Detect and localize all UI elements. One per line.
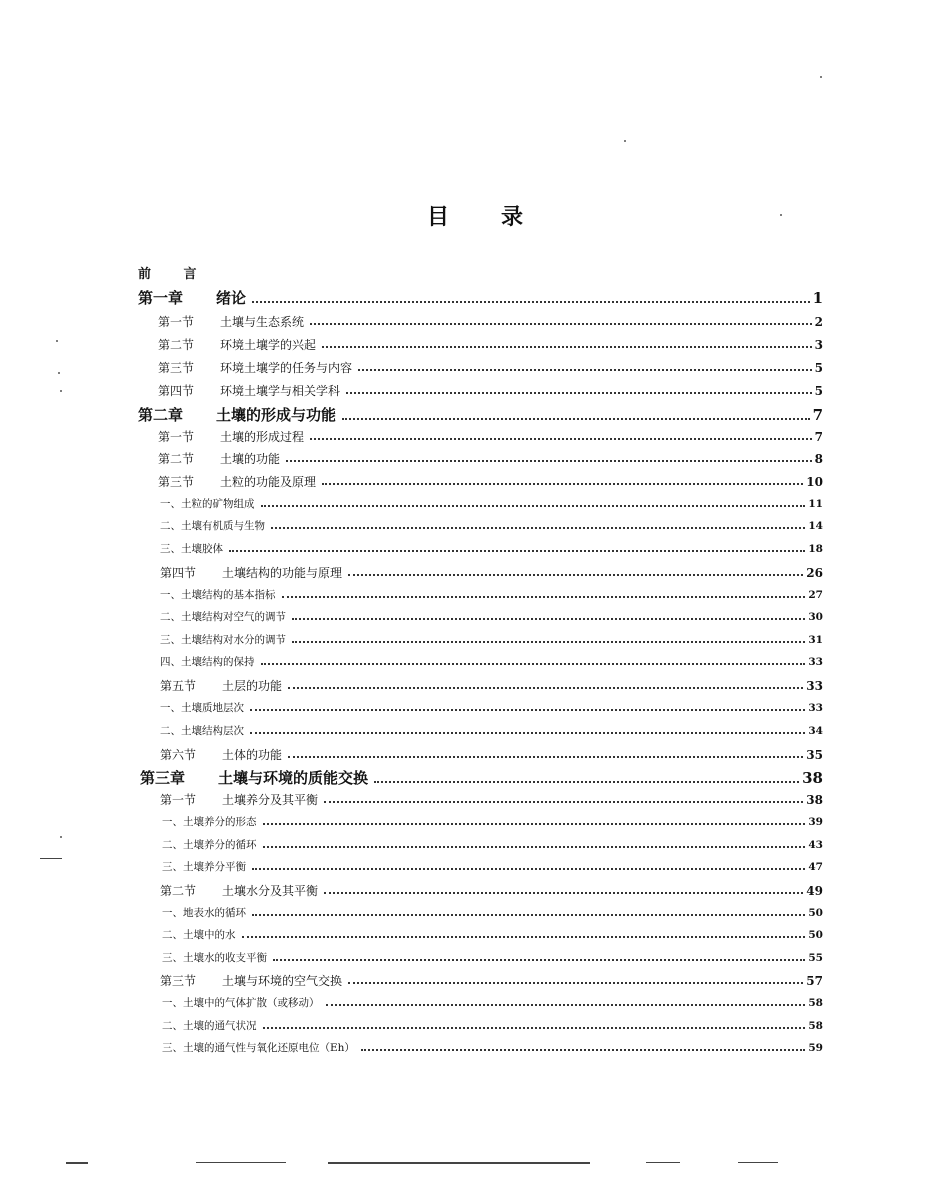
toc-entry-number: 第一节 (158, 430, 195, 444)
dot-leader (261, 663, 806, 665)
toc-entry (162, 862, 823, 873)
dot-leader (288, 756, 803, 758)
toc-entry-title: 土体的功能 (222, 748, 283, 762)
dot-leader (252, 914, 805, 916)
scan-artifact (328, 1162, 590, 1164)
toc-entry-number: 第四节 (160, 566, 197, 580)
toc-entry-page: 43 (808, 839, 823, 851)
toc-entry-page: 14 (808, 520, 823, 532)
toc-entry (158, 453, 823, 465)
toc-entry-page: 38 (806, 793, 823, 807)
scan-artifact (738, 1162, 778, 1163)
toc-entry-page: 33 (806, 679, 823, 693)
toc-entry-title: 绪论 (216, 289, 247, 307)
toc-entry-number: 第二节 (160, 884, 197, 898)
toc-entry-title: 一、土壤养分的形态 (162, 816, 257, 828)
toc-entry-page: 57 (806, 974, 823, 988)
toc-entry-page: 31 (808, 634, 823, 646)
dot-leader (271, 527, 805, 529)
toc-entry (160, 590, 823, 601)
toc-entry-title: 土壤的形成与功能 (216, 406, 337, 424)
dot-leader (310, 438, 812, 440)
toc-entry-page: 38 (802, 769, 823, 787)
toc-entry-number: 第三节 (160, 974, 197, 988)
toc-entry-title: 环境土壤学与相关学科 (220, 384, 341, 398)
scan-artifact (56, 340, 58, 342)
toc-entry (160, 749, 823, 761)
toc-entry-title: 土壤结构的功能与原理 (222, 566, 343, 580)
toc-entry (138, 291, 823, 306)
toc-entry (158, 385, 823, 397)
toc-entry (162, 840, 823, 851)
toc-entry-number: 第三章 (140, 769, 186, 787)
dot-leader (282, 596, 806, 598)
toc-entry-page: 49 (806, 884, 823, 898)
toc-entry (160, 612, 823, 623)
toc-entry-page: 33 (808, 702, 823, 714)
toc-entry (158, 476, 823, 488)
toc-entry-title: 二、土壤中的水 (162, 929, 236, 941)
dot-leader (324, 801, 803, 803)
toc-entry-page: 2 (814, 315, 823, 329)
toc-entry-title: 二、土壤养分的循环 (162, 839, 257, 851)
dot-leader (252, 868, 805, 870)
toc-entry (160, 885, 823, 897)
toc-entry (138, 408, 823, 423)
toc-entry-title: 一、地表水的循环 (162, 907, 246, 919)
dot-leader (348, 574, 803, 576)
toc-entry (140, 771, 823, 786)
dot-leader (374, 781, 799, 783)
toc-entry-title: 土壤养分及其平衡 (222, 793, 319, 807)
dot-leader (286, 460, 812, 462)
scan-artifact (646, 1162, 680, 1163)
toc-entry-page: 50 (808, 907, 823, 919)
toc-entry-title: 四、土壤结构的保持 (160, 656, 255, 668)
dot-leader (342, 418, 810, 420)
toc-entry-page: 26 (806, 566, 823, 580)
toc-entry-title: 土壤水分及其平衡 (222, 884, 319, 898)
toc-entry (162, 953, 823, 964)
toc-entry-page: 35 (806, 748, 823, 762)
toc-entry (162, 1043, 823, 1054)
toc-entry-page: 8 (814, 452, 823, 466)
dot-leader (292, 641, 805, 643)
page-title (0, 200, 950, 231)
toc-entry-number: 第二章 (138, 406, 184, 424)
toc-entry-page: 55 (808, 952, 823, 964)
preface-heading: 前 言 (138, 267, 211, 282)
toc-entry-page: 7 (812, 406, 823, 424)
toc-entry (160, 975, 823, 987)
toc-entry-number: 第五节 (160, 679, 197, 693)
dot-leader (346, 392, 812, 394)
toc-entry (160, 499, 823, 510)
scan-artifact (624, 140, 626, 142)
toc-entry-page: 5 (814, 361, 823, 375)
dot-leader (263, 1027, 806, 1029)
toc-entry (162, 817, 823, 828)
toc-entry (162, 1021, 823, 1032)
dot-leader (250, 709, 805, 711)
toc-entry (160, 703, 823, 714)
scan-artifact (820, 76, 822, 78)
toc-entry (162, 908, 823, 919)
toc-entry-title: 三、土壤结构对水分的调节 (160, 634, 286, 646)
toc-entry-number: 第四节 (158, 384, 195, 398)
dot-leader (252, 301, 810, 303)
toc-entry-number: 第三节 (158, 475, 195, 489)
dot-leader (242, 936, 806, 938)
toc-entry-page: 39 (808, 816, 823, 828)
toc-entry-page: 34 (808, 725, 823, 737)
toc-entry-title: 三、土壤水的收支平衡 (162, 952, 267, 964)
dot-leader (263, 823, 806, 825)
dot-leader (273, 959, 805, 961)
scan-artifact (66, 1162, 88, 1164)
page-title-char-2: 录 (501, 204, 524, 230)
toc-entry-page: 1 (812, 289, 823, 307)
toc-entry-title: 一、土壤结构的基本指标 (160, 589, 276, 601)
toc-entry-title: 土壤与环境的质能交换 (218, 769, 369, 787)
toc-entry (162, 998, 823, 1009)
dot-leader (324, 892, 803, 894)
dot-leader (310, 323, 812, 325)
dot-leader (348, 982, 803, 984)
toc-entry-page: 58 (808, 1020, 823, 1032)
toc-entry-title: 一、土壤中的气体扩散（或移动） (162, 997, 320, 1009)
toc-entry-page: 58 (808, 997, 823, 1009)
toc-entry-title: 三、土壤的通气性与氧化还原电位（Eh） (162, 1042, 355, 1054)
toc-entry-title: 二、土壤结构对空气的调节 (160, 611, 286, 623)
dot-leader (361, 1049, 805, 1051)
toc-entry (162, 930, 823, 941)
scan-artifact (58, 372, 60, 374)
toc-entry (160, 680, 823, 692)
toc-entry-number: 第一节 (158, 315, 195, 329)
toc-entry (160, 635, 823, 646)
toc-entry-page: 7 (814, 430, 823, 444)
toc-entry-page: 10 (806, 475, 823, 489)
toc-entry-page: 18 (808, 543, 823, 555)
toc-entry-number: 第一节 (160, 793, 197, 807)
toc-entry-title: 一、土壤质地层次 (160, 702, 244, 714)
toc-entry-page: 47 (808, 861, 823, 873)
toc-entry (160, 544, 823, 555)
toc-entry-title: 土壤的功能 (220, 452, 281, 466)
toc-entry-page: 11 (808, 498, 823, 510)
dot-leader (358, 369, 812, 371)
toc-entry-page: 33 (808, 656, 823, 668)
toc-entry-title: 三、土壤养分平衡 (162, 861, 246, 873)
toc-entry-title: 一、土粒的矿物组成 (160, 498, 255, 510)
scan-artifact (60, 390, 62, 392)
toc-entry (160, 521, 823, 532)
toc-entry (158, 316, 823, 328)
toc-entry-page: 50 (808, 929, 823, 941)
toc-entry-page: 59 (808, 1042, 823, 1054)
toc-entry (158, 339, 823, 351)
scan-artifact (60, 836, 62, 838)
dot-leader (250, 732, 805, 734)
toc-entry-number: 第三节 (158, 361, 195, 375)
toc-entry-number: 第六节 (160, 748, 197, 762)
dot-leader (292, 618, 805, 620)
dot-leader (229, 550, 805, 552)
toc-entry-title: 二、土壤有机质与生物 (160, 520, 265, 532)
toc-entry (158, 362, 823, 374)
toc-entry-title: 土壤的形成过程 (220, 430, 305, 444)
toc-entry-title: 土壤与生态系统 (220, 315, 305, 329)
toc-entry-page: 30 (808, 611, 823, 623)
toc-entry-number: 第二节 (158, 338, 195, 352)
toc-entry-title: 环境土壤学的任务与内容 (220, 361, 353, 375)
toc-entry (158, 431, 823, 443)
toc-entry-title: 环境土壤学的兴起 (220, 338, 317, 352)
toc-entry-number: 第一章 (138, 289, 184, 307)
dot-leader (288, 687, 803, 689)
dot-leader (322, 346, 812, 348)
toc-entry-title: 土层的功能 (222, 679, 283, 693)
toc-entry-title: 土壤与环境的空气交换 (222, 974, 343, 988)
page-title-char-1: 目 (426, 204, 449, 230)
dot-leader (326, 1004, 806, 1006)
toc-entry-page: 27 (808, 589, 823, 601)
toc-entry (160, 794, 823, 806)
dot-leader (263, 846, 806, 848)
toc-entry-title: 二、土壤的通气状况 (162, 1020, 257, 1032)
toc-entry (160, 657, 823, 668)
dot-leader (322, 483, 803, 485)
toc-entry (160, 726, 823, 737)
scan-artifact (780, 214, 782, 216)
toc-entry-title: 三、土壤胶体 (160, 543, 223, 555)
scan-artifact (196, 1162, 286, 1163)
toc-entry-number: 第二节 (158, 452, 195, 466)
toc-entry-page: 3 (814, 338, 823, 352)
scan-artifact (40, 858, 62, 859)
dot-leader (261, 505, 806, 507)
toc-entry-title: 土粒的功能及原理 (220, 475, 317, 489)
toc-entry-page: 5 (814, 384, 823, 398)
toc-entry (160, 567, 823, 579)
toc-entry-title: 二、土壤结构层次 (160, 725, 244, 737)
